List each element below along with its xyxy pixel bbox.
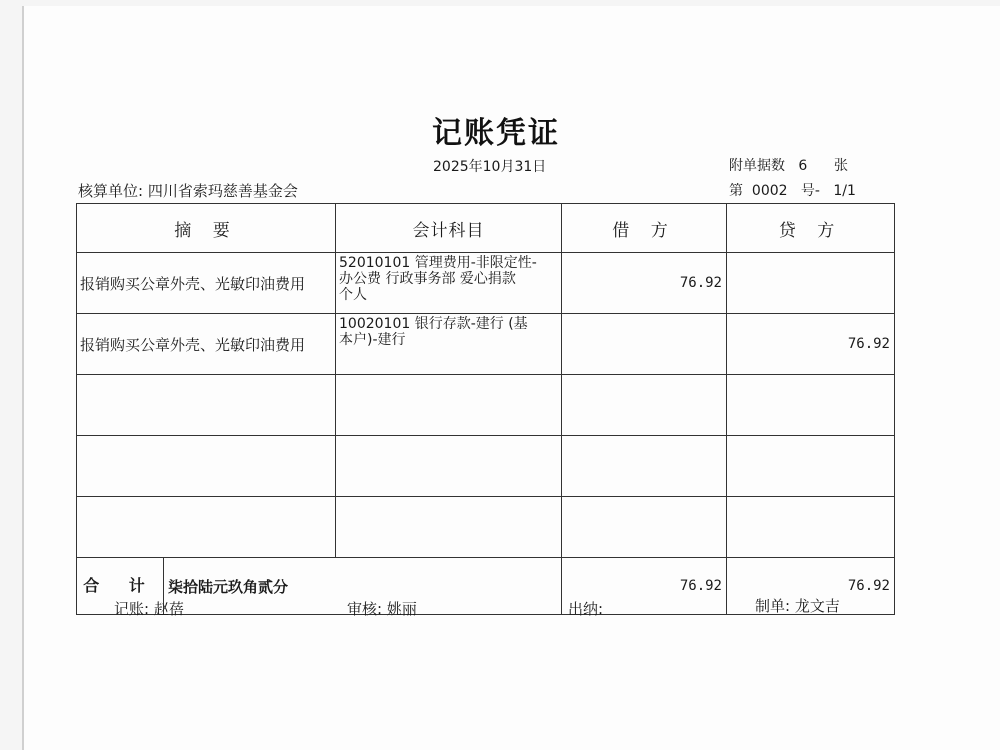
attachment-count: 6	[798, 158, 808, 174]
row-credit: 76.92	[727, 314, 895, 375]
row-credit	[727, 375, 895, 436]
row-summary: 报销购买公章外壳、光敏印油费用	[77, 314, 336, 375]
bookkeeper-signature: 记账: 赵蓓	[114, 600, 184, 618]
header-debit: 借 方	[562, 204, 727, 253]
row-account	[336, 253, 562, 314]
row-credit	[727, 497, 895, 558]
row-credit	[727, 436, 895, 497]
account-line: 办公费 行政事务部 爱心捐款	[339, 271, 516, 287]
row-debit	[562, 375, 727, 436]
number-value: 0002	[751, 183, 788, 199]
total-label: 合 计	[77, 558, 164, 614]
table-row	[77, 314, 895, 375]
row-summary	[77, 375, 336, 436]
row-summary	[77, 436, 336, 497]
total-credit: 76.92	[727, 558, 895, 615]
account-line: 10020101 银行存款-建行 (基	[339, 316, 528, 332]
page-indicator: 1/1	[833, 183, 856, 199]
table-row	[77, 436, 895, 497]
voucher-date: 2025年10月31日	[433, 159, 547, 175]
account-line: 52010101 管理费用-非限定性-	[339, 255, 537, 271]
row-summary	[77, 497, 336, 558]
row-credit	[727, 253, 895, 314]
header-credit: 贷 方	[727, 204, 895, 253]
voucher-number	[729, 180, 856, 200]
table-row	[77, 375, 895, 436]
row-account	[336, 436, 562, 497]
total-amount-words: 柒拾陆元玖角贰分	[168, 577, 289, 596]
unit-label: 核算单位:	[78, 182, 144, 200]
row-debit	[562, 436, 727, 497]
number-suffix: 号-	[800, 183, 820, 199]
attachment-unit: 张	[833, 158, 848, 174]
accounting-unit	[78, 180, 298, 201]
table-row	[77, 497, 895, 558]
number-prefix: 第	[729, 183, 743, 199]
row-summary: 报销购买公章外壳、光敏印油费用	[77, 253, 336, 314]
header-account: 会计科目	[336, 204, 562, 253]
voucher-title: 记账凭证	[432, 116, 560, 151]
table-row	[77, 253, 895, 314]
table-header-row	[77, 204, 895, 253]
voucher-table	[76, 203, 895, 615]
account-line: 本户)-建行	[339, 332, 406, 348]
row-debit: 76.92	[562, 253, 727, 314]
row-debit	[562, 314, 727, 375]
account-line: 个人	[339, 287, 367, 303]
preparer-signature: 制单: 龙文吉	[755, 597, 840, 615]
row-account	[336, 314, 562, 375]
attachment-label: 附单据数	[729, 158, 785, 174]
row-account	[336, 375, 562, 436]
reviewer-signature: 审核: 姚丽	[347, 600, 417, 618]
unit-name: 四川省索玛慈善基金会	[147, 182, 298, 200]
cashier-signature: 出纳:	[568, 600, 604, 618]
attachment-info	[729, 155, 848, 175]
total-debit: 76.92	[562, 558, 727, 615]
header-summary: 摘 要	[77, 204, 336, 253]
row-account	[336, 497, 562, 558]
row-debit	[562, 497, 727, 558]
